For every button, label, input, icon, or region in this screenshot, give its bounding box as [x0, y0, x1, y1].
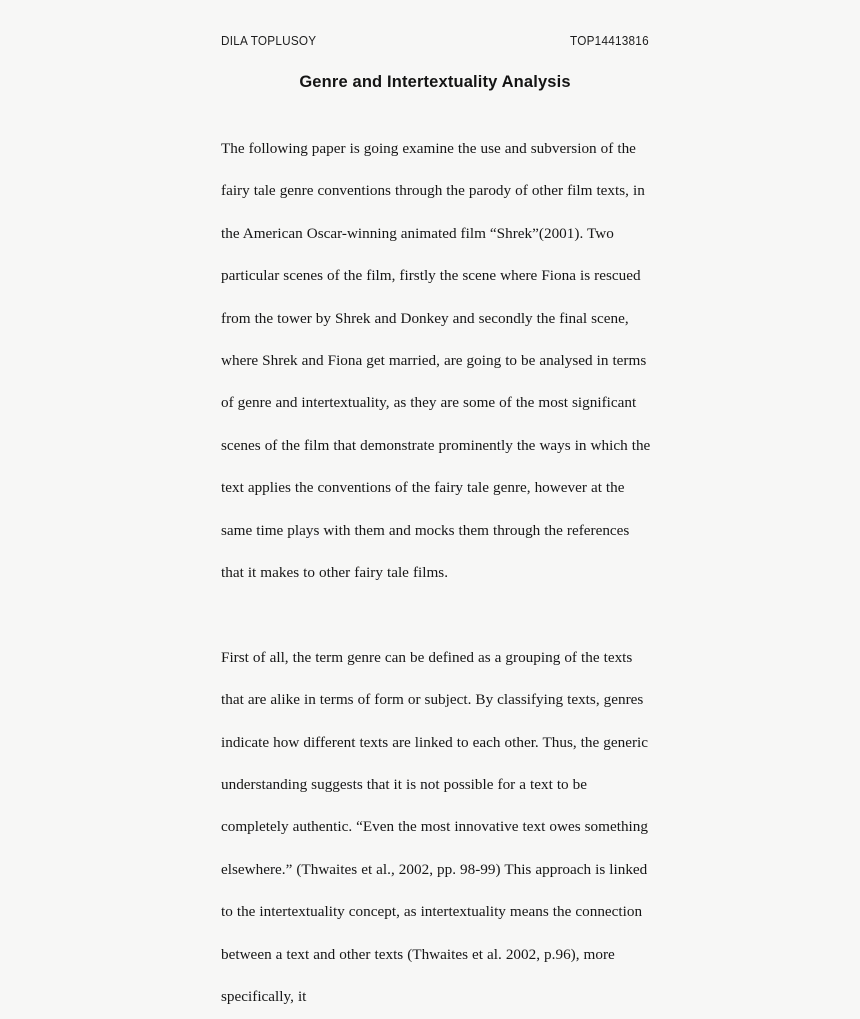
running-header — [221, 34, 649, 48]
body-paragraph: First of all, the term genre can be defined as a grouping of the texts that are alike in terms of form or subject. By classifying texts, genres indicate how different texts are linked to each other. Thus, the generic understanding suggests that it is not possible for a text to be completely authentic. “Even the most innovative text owes something elsewhere.” (Thwaites et al., 2002, pp. 98-99) This approach is linked to the intertextuality concept, as intertextuality means the connection between a text and other texts (Thwaites et al. 2002, p.96), more specifically, it — [221, 648, 649, 1006]
student-id: TOP14413816 — [570, 34, 649, 48]
page-title: Genre and Intertextuality Analysis — [299, 73, 571, 91]
document-body — [221, 128, 651, 1019]
author-name: DILA TOPLUSOY — [221, 34, 317, 48]
body-paragraph: The following paper is going examine the use and subversion of the fairy tale genre conventions through the parody of other film texts, in the American Oscar-winning animated film “Shrek”(2001). Two particular scenes of the film, firstly the scene where Fiona is rescued from the tower by Shrek and Donkey and secondly the final scene, where Shrek and Fiona get married, are going to be analysed in terms of genre and intertextuality, as they are some of the most significant scenes of the film that demonstrate prominently the ways in which the text applies the conventions of the fairy tale genre, however at the same time plays with them and mocks them through the references that it makes to other fairy tale films. — [221, 140, 651, 582]
